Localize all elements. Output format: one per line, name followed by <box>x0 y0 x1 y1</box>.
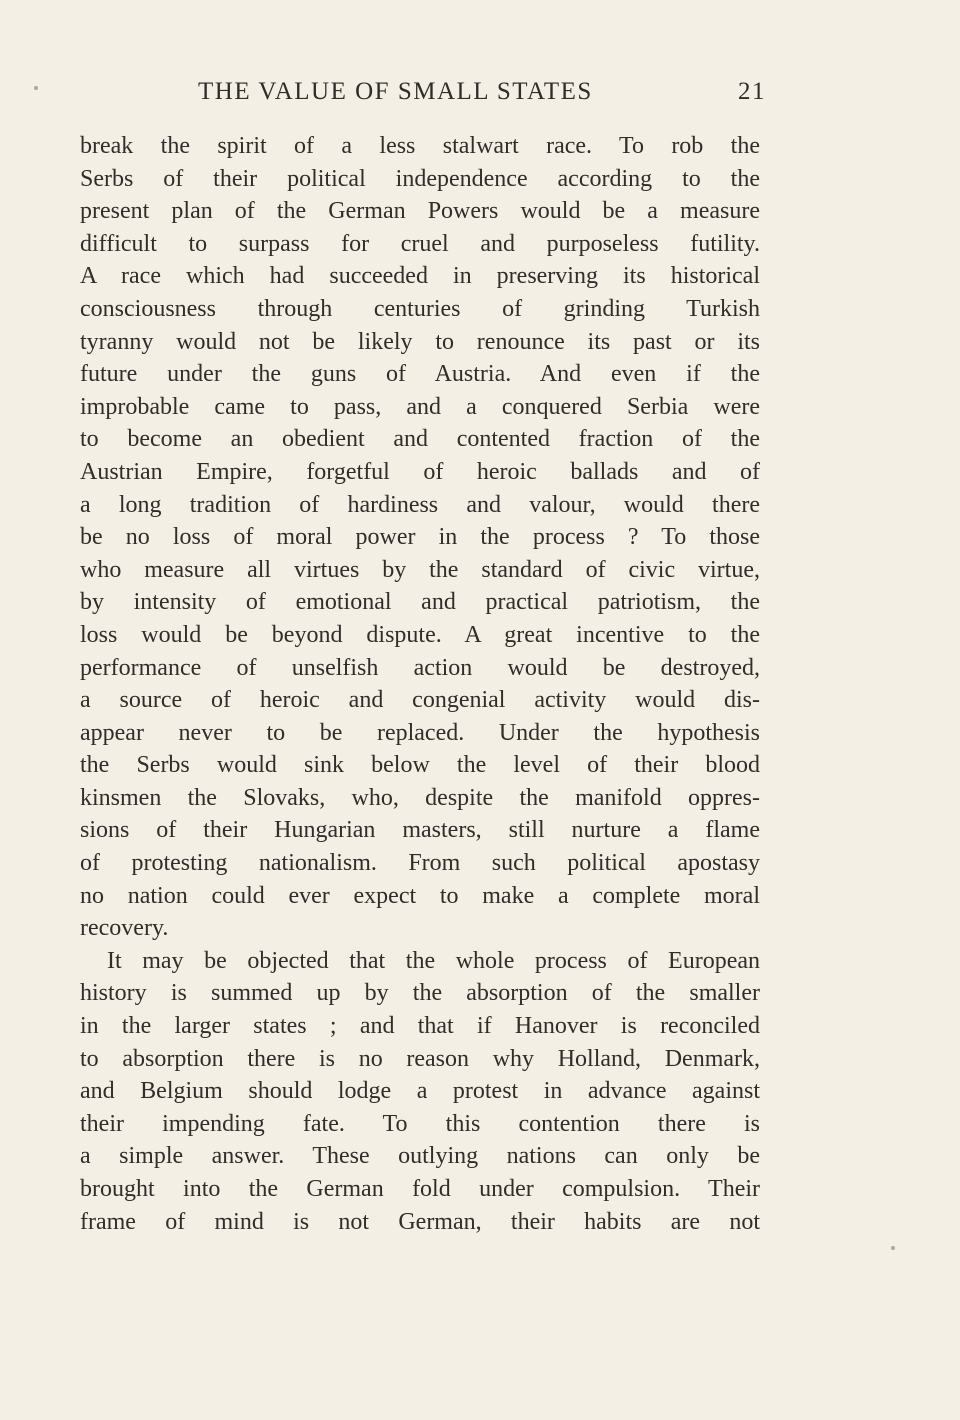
text-line: sions of their Hungarian masters, still nurture a flame <box>80 817 760 844</box>
text-line: a source of heroic and congenial activity would dis- <box>80 687 760 714</box>
text-line: a simple answer. These outlying nations can only be <box>80 1143 760 1170</box>
text-line: Austrian Empire, forgetful of heroic ballads and of <box>80 458 760 485</box>
body-text <box>80 130 760 1238</box>
text-line: break the spirit of a less stalwart race. To rob the <box>80 133 760 159</box>
text-line: consciousness through centuries of grinding Turkish <box>80 295 760 322</box>
text-line: to become an obedient and contented fraction of the <box>80 426 760 453</box>
text-line: history is summed up by the absorption of the smaller <box>80 980 760 1007</box>
text-line: their impending fate. To this contention there is <box>80 1110 760 1137</box>
page-number: 21 <box>738 78 766 105</box>
text-line: It may be objected that the whole process of European <box>107 947 760 974</box>
running-title: THE VALUE OF SMALL STATES <box>198 78 593 105</box>
text-line: tyranny would not be likely to renounce its past or its <box>80 328 760 355</box>
running-header <box>80 74 766 114</box>
text-line: frame of mind is not German, their habits are not <box>80 1208 760 1235</box>
text-line: appear never to be replaced. Under the hypothesis <box>80 719 760 746</box>
text-line: in the larger states ; and that if Hanover is reconciled <box>80 1013 760 1040</box>
text-line: of protesting nationalism. From such political apostasy <box>80 850 760 877</box>
text-line: by intensity of emotional and practical patriotism, the <box>80 589 760 616</box>
text-line: kinsmen the Slovaks, who, despite the manifold oppres- <box>80 784 760 811</box>
text-line: be no loss of moral power in the process ? To those <box>80 524 760 551</box>
paragraph-2 <box>80 945 760 1238</box>
text-line: loss would be beyond dispute. A great incentive to the <box>80 621 760 648</box>
text-line: brought into the German fold under compulsion. Their <box>80 1176 760 1202</box>
paper-speck <box>34 86 38 90</box>
text-line: performance of unselfish action would be destroyed, <box>80 654 760 681</box>
text-line: the Serbs would sink below the level of their blood <box>80 752 760 779</box>
paper-speck <box>891 1246 895 1250</box>
text-line: difficult to surpass for cruel and purposeless futility. <box>80 230 760 257</box>
text-line: Serbs of their political independence according to the <box>80 165 760 192</box>
text-line: no nation could ever expect to make a complete moral <box>80 882 760 909</box>
text-line: a long tradition of hardiness and valour, would there <box>80 491 760 518</box>
text-line: present plan of the German Powers would be a measure <box>80 198 760 225</box>
text-line: to absorption there is no reason why Holland, Denmark, <box>80 1045 760 1072</box>
text-line: who measure all virtues by the standard of civic virtue, <box>80 556 760 583</box>
text-line: A race which had succeeded in preserving its historical <box>80 263 760 290</box>
text-line: improbable came to pass, and a conquered Serbia were <box>80 393 760 420</box>
text-line: and Belgium should lodge a protest in advance against <box>80 1078 760 1105</box>
text-line: future under the guns of Austria. And even if the <box>80 361 760 388</box>
text-line: recovery. <box>80 915 169 942</box>
paragraph-1 <box>80 130 760 945</box>
